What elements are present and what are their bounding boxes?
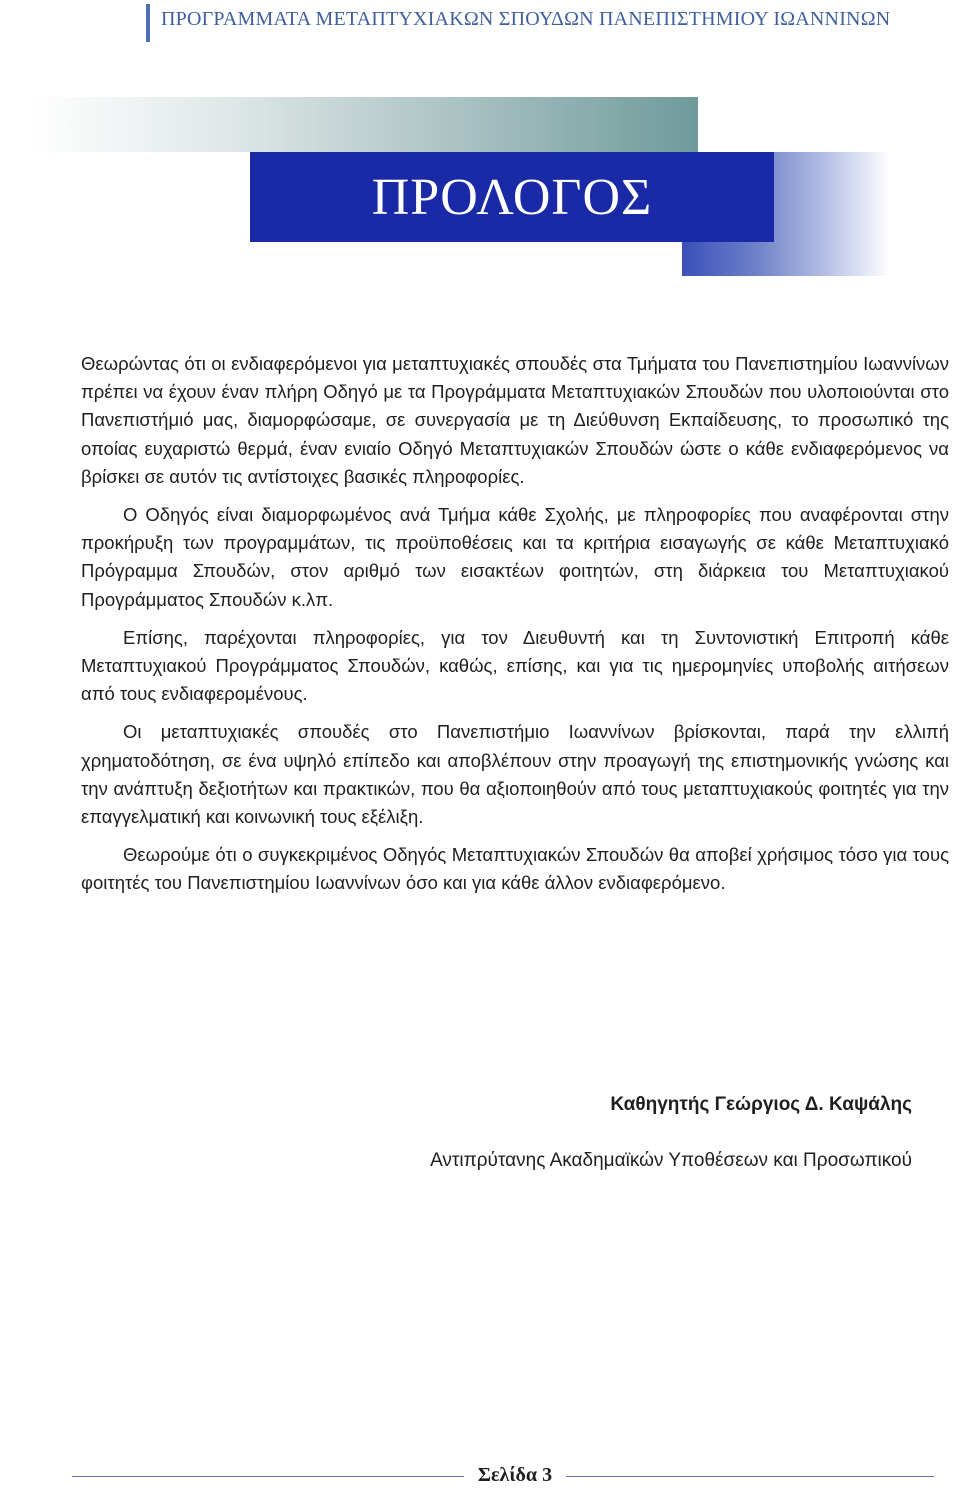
paragraph-2: Ο Οδηγός είναι διαμορφωμένος ανά Τμήμα κάθε Σχολής, με πληροφορίες που αναφέρονται στην προκήρυξη των προγραμμάτων, τις προϋποθέσεις και τα κριτήρια εισαγωγής σε κάθε Μεταπτυχιακό Πρόγραμμα Σπουδών, στον αριθμό των εισακτέων φοιτητών, στη διάρκεια του Μεταπτυχιακού Προγράμματος Σπουδών κ.λπ. [81,504,949,610]
signatory-role: Αντιπρύτανης Ακαδημαϊκών Υποθέσεων και Προσωπικού [430,1150,912,1171]
footer-rule-right [566,1476,934,1477]
paragraph-4: Οι μεταπτυχιακές σπουδές στο Πανεπιστήμιο Ιωαννίνων βρίσκονται, παρά την ελλιπή χρηματοδότηση, σε ένα υψηλό επίπεδο και αποβλέπουν στην προαγωγή της επιστημονικής γνώσης και την ανάπτυξη δεξιοτήτων και πρακτικών, που θα αξιοποιηθούν από τους μεταπτυχιακούς φοιτητές για την επαγγελματική και κοινωνική τους εξέλιξη. [81,721,949,828]
paragraph-3: Επίσης, παρέχονται πληροφορίες, για τον Διευθυντή και τη Συντονιστική Επιτροπή κάθε Μεταπτυχιακού Προγράμματος Σπουδών, καθώς, επίσης, και για τις ημερομηνίες υποβολής αιτήσεων από τους ενδιαφερομένους. [81,626,949,705]
paragraph-1: Θεωρώντας ότι οι ενδιαφερόμενοι για μεταπτυχιακές σπουδές στα Τμήματα του Πανεπιστημίου Ιωαννίνων πρέπει να έχουν έναν πλήρη Οδηγό με τα Προγράμματα Μεταπτυχιακών Σπουδών που υλοποιούνται στο Πανεπιστήμιό μας, διαμορφώσαμε, σε συνεργασία με τη Διεύθυνση Εκπαίδευσης, το προσωπικό της οποίας ευχαριστώ θερμά, έναν ενιαίο Οδηγό Μεταπτυχιακών Σπουδών ώστε ο κάθε ενδιαφερόμενος να βρίσκει σε αυτόν τις αντίστοιχες βασικές πληροφορίες. [81,353,949,487]
banner-title-box [250,152,774,242]
header-accent-bar [146,4,150,42]
paragraph-5: Θεωρούμε ότι ο συγκεκριμένος Οδηγός Μεταπτυχιακών Σπουδών θα αποβεί χρήσιμος τόσο για τους φοιτητές του Πανεπιστημίου Ιωαννίνων όσο και για κάθε άλλον ενδιαφερόμενο. [81,844,949,894]
footer-rule-left [72,1476,464,1477]
body-text [81,350,949,908]
signatory-name: Καθηγητής Γεώργιος Δ. Καψάλης [610,1094,912,1115]
page-number: Σελίδα 3 [477,1464,553,1486]
running-header: ΠΡΟΓΡΑΜΜΑΤΑ ΜΕΤΑΠΤΥΧΙΑΚΩΝ ΣΠΟΥΔΩΝ ΠΑΝΕΠΙΣΤΗΜΙΟΥ ΙΩΑΝΝΙΝΩΝ [161,8,891,30]
page-title: ΠΡΟΛΟΓΟΣ [371,168,653,226]
banner-gradient-band [30,97,698,152]
